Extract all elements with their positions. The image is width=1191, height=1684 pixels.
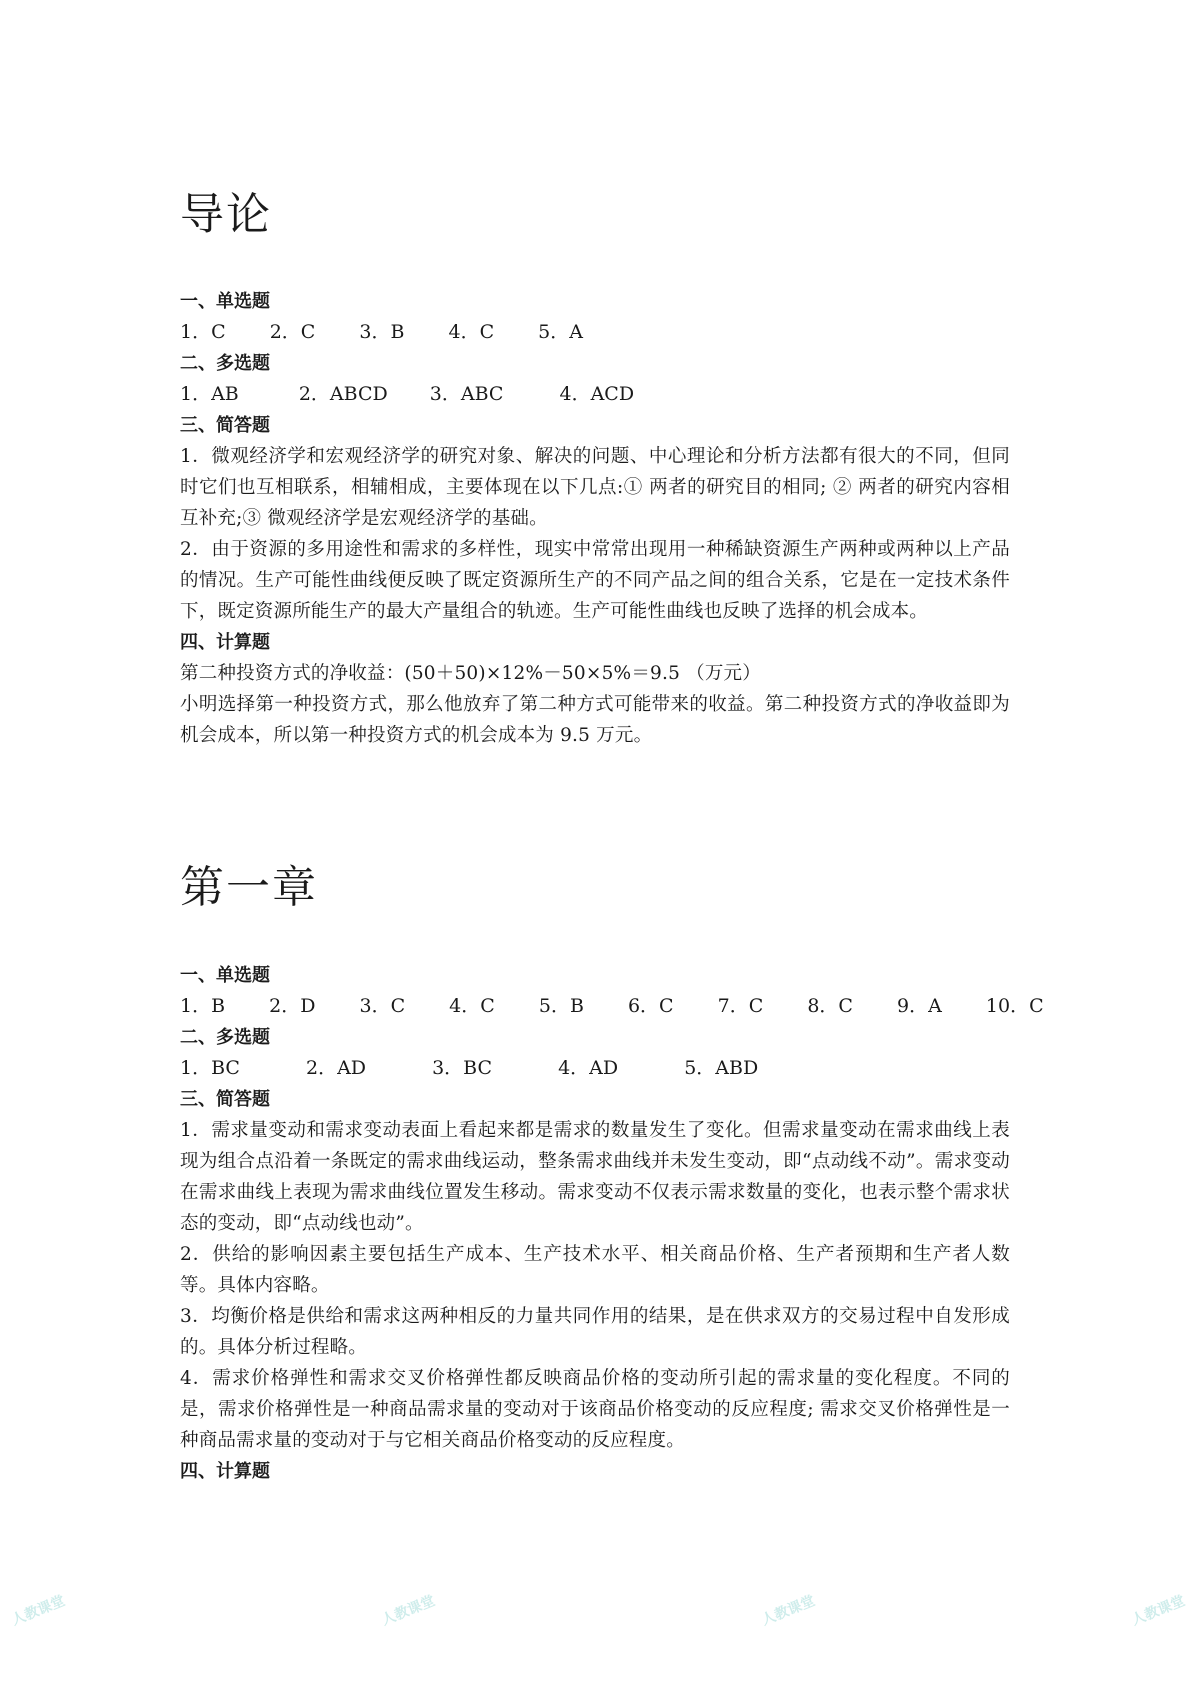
watermark-logo: 人教课堂 xyxy=(379,1593,438,1629)
chapter1-short-answer-1: 1．需求量变动和需求变动表面上看起来都是需求的数量发生了变化。但需求量变动在需求曲线上表现为组合点沿着一条既定的需求曲线运动，整条需求曲线并未发生变动，即“点动线不动”。需求变动在需求曲线上表现为需求曲线位置发生移动。需求变动不仅表示需求数量的变化，也表示整个需求状态的变动，即“点动线也动”。 xyxy=(180,1120,1010,1234)
intro-single-choice-heading: 一、单选题 xyxy=(180,291,270,312)
answer-item: 2．C xyxy=(269,321,316,343)
answer-item: 10．C xyxy=(985,995,1044,1017)
intro-multi-choice-answers xyxy=(180,379,1010,410)
watermark-logo: 人教课堂 xyxy=(9,1593,68,1629)
chapter1-calculation-heading: 四、计算题 xyxy=(180,1461,270,1482)
answer-item: 8．C xyxy=(807,995,853,1017)
answer-item: 1．AB xyxy=(180,383,239,405)
chapter1-section xyxy=(180,960,1044,1487)
intro-short-answer-1: 1．微观经济学和宏观经济学的研究对象、解决的问题、中心理论和分析方法都有很大的不同，但同时它们也互相联系，相辅相成，主要体现在以下几点:① 两者的研究目的相同; ② 两者的研究内容相互补充;③ 微观经济学是宏观经济学的基础。 xyxy=(180,446,1010,529)
watermark-logo: 人教课堂 xyxy=(1129,1593,1188,1629)
answer-item: 3．B xyxy=(359,321,405,343)
chapter1-short-answer-4: 4．需求价格弹性和需求交叉价格弹性都反映商品价格的变动所引起的需求量的变化程度。不同的是，需求价格弹性是一种商品需求量的变动对于该商品价格变动的反应程度; 需求交叉价格弹性是一种商品需求量的变动对于与它相关商品价格变动的反应程度。 xyxy=(180,1368,1010,1451)
answer-item: 4．C xyxy=(449,995,495,1017)
chapter1-short-answer-3: 3．均衡价格是供给和需求这两种相反的力量共同作用的结果，是在供求双方的交易过程中自发形成的。具体分析过程略。 xyxy=(180,1306,1010,1358)
chapter1-short-answer-2: 2．供给的影响因素主要包括生产成本、生产技术水平、相关商品价格、生产者预期和生产者人数等。具体内容略。 xyxy=(180,1244,1010,1296)
intro-calculation-line-1: 第二种投资方式的净收益：(50＋50)×12%－50×5%＝9.5 （万元） xyxy=(180,663,761,684)
intro-short-answer-heading: 三、简答题 xyxy=(180,415,270,436)
answer-item: 9．A xyxy=(897,995,942,1017)
chapter1-title: 第一章 xyxy=(180,862,318,913)
answer-item: 4．ACD xyxy=(559,383,635,405)
chapter1-single-choice-heading: 一、单选题 xyxy=(180,965,270,986)
intro-short-answer-2: 2．由于资源的多用途性和需求的多样性，现实中常常出现用一种稀缺资源生产两种或两种以上产品的情况。生产可能性曲线便反映了既定资源所生产的不同产品之间的组合关系，它是在一定技术条件下，既定资源所能生产的最大产量组合的轨迹。生产可能性曲线也反映了选择的机会成本。 xyxy=(180,539,1010,622)
answer-item: 1．BC xyxy=(180,1057,240,1079)
answer-item: 3．C xyxy=(359,995,406,1017)
intro-calculation-line-2: 小明选择第一种投资方式，那么他放弃了第二种方式可能带来的收益。第二种投资方式的净收益即为机会成本，所以第一种投资方式的机会成本为 9.5 万元。 xyxy=(180,694,1010,746)
chapter1-multi-choice-answers xyxy=(180,1053,1010,1084)
answer-item: 3．ABC xyxy=(429,383,504,405)
answer-item: 5．A xyxy=(538,321,583,343)
intro-multi-choice-heading: 二、多选题 xyxy=(180,353,270,374)
answer-item: 2．ABCD xyxy=(298,383,388,405)
chapter1-multi-choice-heading: 二、多选题 xyxy=(180,1027,270,1048)
intro-single-choice-answers xyxy=(180,317,1010,348)
intro-section xyxy=(180,286,1010,751)
chapter1-short-answer-heading: 三、简答题 xyxy=(180,1089,270,1110)
answer-item: 2．D xyxy=(269,995,316,1017)
answer-item: 3．BC xyxy=(432,1057,493,1079)
chapter1-single-choice-answers xyxy=(180,991,1044,1022)
answer-item: 1．C xyxy=(180,321,226,343)
answer-item: 5．ABD xyxy=(684,1057,759,1079)
answer-item: 1．B xyxy=(180,995,226,1017)
answer-item: 4．C xyxy=(448,321,495,343)
watermark-logo: 人教课堂 xyxy=(759,1593,818,1629)
intro-calculation-heading: 四、计算题 xyxy=(180,632,270,653)
answer-item: 7．C xyxy=(717,995,764,1017)
answer-item: 6．C xyxy=(627,995,674,1017)
answer-item: 4．AD xyxy=(558,1057,619,1079)
intro-title: 导论 xyxy=(180,189,272,240)
answer-item: 2．AD xyxy=(306,1057,367,1079)
answer-item: 5．B xyxy=(538,995,584,1017)
